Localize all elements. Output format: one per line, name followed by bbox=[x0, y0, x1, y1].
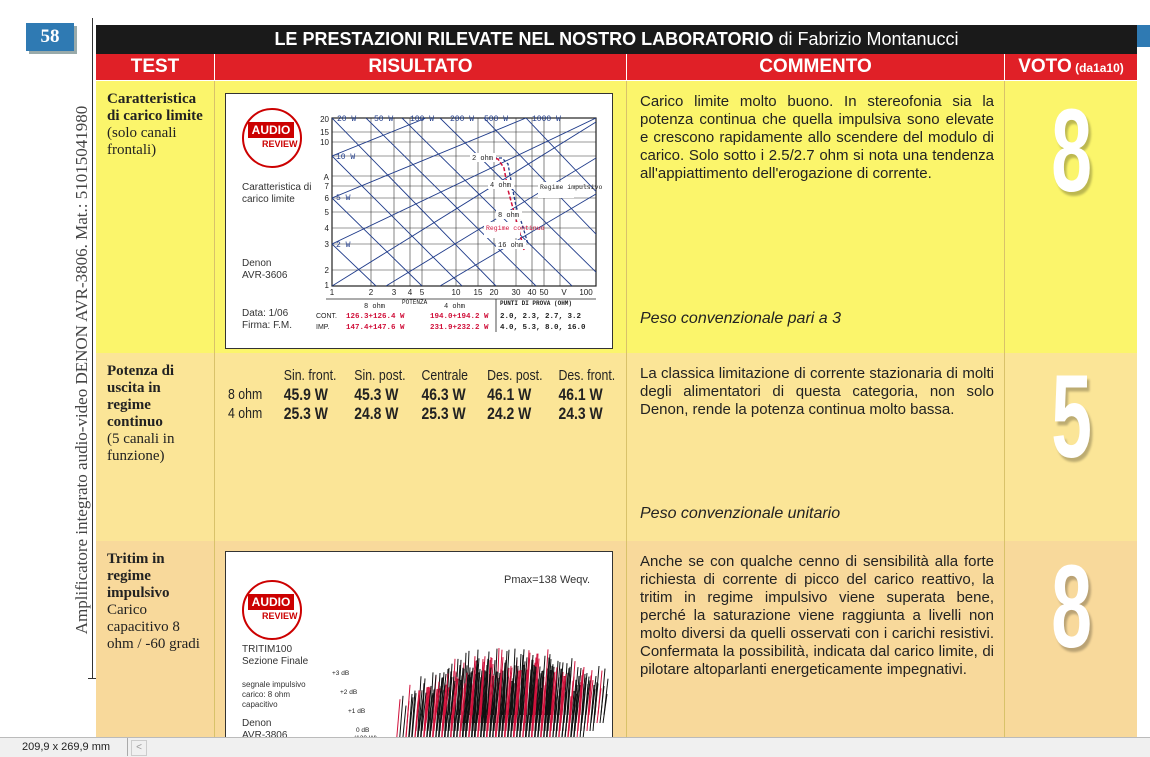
test-subtitle: Carico capacitivo 8 ohm / -60 gradi bbox=[107, 602, 200, 652]
page-title bbox=[96, 25, 1137, 54]
tritim-3d-plot bbox=[226, 552, 612, 737]
vote-cell bbox=[1005, 81, 1137, 353]
graph-date: Data: 1/06 bbox=[242, 308, 289, 319]
imp-points: 4.0, 5.3, 8.0, 16.0 bbox=[500, 324, 586, 332]
tritim-condition: capacitivo bbox=[242, 700, 278, 709]
x-tick: 4 bbox=[407, 288, 413, 297]
vote-cell bbox=[1005, 541, 1137, 737]
sidebar-underline bbox=[88, 678, 96, 679]
graph-device-1: Denon bbox=[242, 718, 272, 729]
y-tick: 7 bbox=[324, 182, 329, 191]
power-value: 46.1 W bbox=[558, 385, 603, 404]
x-tick: 20 bbox=[489, 288, 499, 297]
power-value: 45.3 W bbox=[354, 385, 399, 404]
title-author: di Fabrizio Montanucci bbox=[773, 29, 959, 49]
col-head-result: RISULTATO bbox=[215, 54, 626, 80]
watt-label: 20 W bbox=[337, 115, 357, 124]
x-tick: 30 bbox=[511, 288, 521, 297]
power-col-header: Des. front. bbox=[558, 367, 616, 384]
logo-audio: AUDIO bbox=[248, 122, 294, 138]
pmax-label: Pmax=138 Weqv. bbox=[504, 574, 591, 586]
watt-label: 10 W bbox=[336, 153, 356, 162]
tritim-condition: segnale impulsivo bbox=[242, 680, 306, 689]
sidebar-caption bbox=[64, 60, 100, 680]
power-col-header: Sin. front. bbox=[283, 367, 337, 384]
watt-label: 1000 W bbox=[532, 115, 561, 124]
tritim-title: TRITIM100 bbox=[242, 644, 293, 655]
y-tick: 20 bbox=[320, 115, 329, 124]
x-tick: 10 bbox=[451, 288, 461, 297]
col-divider bbox=[214, 541, 215, 737]
logo-review: REVIEW bbox=[262, 611, 298, 621]
cont-8ohm-value: 126.3+126.4 W bbox=[346, 313, 405, 321]
col-head-vote-label: VOTO bbox=[1018, 56, 1072, 77]
x-tick: 100 bbox=[579, 288, 593, 297]
footer-punti: PUNTI DI PROVA (OHM) bbox=[500, 300, 573, 307]
graph-device-1: Denon bbox=[242, 258, 272, 269]
row-potenza-continua bbox=[96, 353, 1137, 541]
tritim-subtitle: Sezione Finale bbox=[242, 656, 309, 667]
y-tick: 15 bbox=[320, 128, 329, 137]
test-name: Caratteristica di carico limite bbox=[107, 91, 203, 124]
regime-continuo-label: Regime continuo bbox=[486, 225, 545, 232]
logo-review: REVIEW bbox=[262, 139, 298, 149]
spectrum-line bbox=[604, 679, 608, 715]
cont-points: 2.0, 2.3, 2.7, 3.2 bbox=[500, 313, 582, 321]
imp-label: IMP. bbox=[316, 324, 330, 331]
vote-value: 8 bbox=[1051, 85, 1091, 217]
x-tick: V bbox=[561, 288, 567, 297]
watt-label: 5 W bbox=[336, 194, 351, 203]
power-value: 46.3 W bbox=[421, 385, 466, 404]
ohm-label: 2 ohm bbox=[472, 155, 494, 163]
graph-signature: Firma: F.M. bbox=[242, 320, 292, 331]
sidebar-text: Amplificatore integrato audio-video DENON AVR-3806. Mat.: 51015041980 bbox=[72, 105, 91, 635]
tritim-condition: carico: 8 ohm bbox=[242, 690, 291, 699]
watt-label: 50 W bbox=[374, 115, 394, 124]
imp-4ohm-value: 231.9+232.2 W bbox=[430, 324, 489, 332]
spectrum-line bbox=[402, 706, 406, 737]
graph-device-2: AVR-3806 bbox=[242, 730, 288, 737]
page-size-indicator[interactable]: 209,9 x 269,9 mm bbox=[0, 738, 128, 756]
power-row-label: 8 ohm bbox=[228, 386, 263, 403]
test-name: Potenza di uscita in regime continuo bbox=[107, 363, 175, 430]
ohm-label: 16 ohm bbox=[498, 242, 524, 250]
x-tick: 3 bbox=[391, 288, 397, 297]
cont-4ohm-value: 194.0+194.2 W bbox=[430, 313, 489, 321]
x-tick: 5 bbox=[419, 288, 425, 297]
power-value: 25.3 W bbox=[283, 404, 328, 423]
db-label: +2 dB bbox=[340, 689, 358, 696]
y-tick: 6 bbox=[324, 194, 329, 203]
test-subtitle: (solo canali frontali) bbox=[107, 125, 177, 158]
x-tick: 15 bbox=[473, 288, 483, 297]
power-table bbox=[228, 367, 622, 427]
cont-label: CONT. bbox=[316, 313, 337, 320]
power-value: 45.9 W bbox=[283, 385, 328, 404]
y-tick: 2 bbox=[324, 266, 329, 275]
peso-note: Peso convenzionale unitario bbox=[640, 505, 841, 522]
x-tick: 50 bbox=[539, 288, 549, 297]
col-head-vote-sub: (da1a10) bbox=[1071, 61, 1124, 75]
ohm-label: 8 ohm bbox=[498, 212, 520, 220]
x-tick: 2 bbox=[368, 288, 374, 297]
row-tritim bbox=[96, 541, 1137, 737]
imp-8ohm-value: 147.4+147.6 W bbox=[346, 324, 405, 332]
footer-potenza: POTENZA bbox=[402, 299, 428, 306]
test-cell bbox=[96, 353, 214, 541]
test-subtitle: (5 canali in funzione) bbox=[107, 431, 175, 464]
db-label: 0 dB bbox=[356, 727, 370, 734]
power-row-label: 4 ohm bbox=[228, 405, 263, 422]
db-label: +1 dB bbox=[348, 708, 366, 715]
vote-value: 5 bbox=[1051, 351, 1091, 483]
col-divider bbox=[214, 81, 215, 353]
col-divider bbox=[214, 353, 215, 541]
col-head-test: TEST bbox=[96, 54, 214, 80]
col-head-comment: COMMENTO bbox=[627, 54, 1004, 80]
blue-tab bbox=[1137, 25, 1150, 47]
test-name: Tritim in regime impulsivo bbox=[107, 551, 170, 601]
test-cell bbox=[96, 541, 214, 737]
status-bar bbox=[0, 737, 1150, 757]
x-tick: 1 bbox=[329, 288, 335, 297]
scroll-left-button[interactable]: < bbox=[131, 740, 147, 756]
sidebar-rule bbox=[92, 18, 93, 678]
y-tick: 1 bbox=[324, 281, 329, 290]
power-value: 25.3 W bbox=[421, 404, 466, 423]
row-carico-limite bbox=[96, 81, 1137, 353]
watt-label: 200 W bbox=[450, 115, 475, 124]
power-value: 46.1 W bbox=[487, 385, 532, 404]
comment-cell: Carico limite molto buono. In stereofonia sia la potenza continua che quella impulsiva sono elevate e crescono rapidamente allo scendere del modulo di carico. Solo sotto i 2.5/2.7 ohm si nota una tendenza all'appiattimento dell'erogazione di corrente. bbox=[640, 93, 994, 182]
y-tick: 10 bbox=[320, 138, 329, 147]
regime-impulsivo-label: Regime impulsivo bbox=[540, 184, 603, 191]
tritim-graph bbox=[225, 551, 613, 737]
logo-audio: AUDIO bbox=[248, 594, 294, 610]
ohm-label: 4 ohm bbox=[490, 182, 512, 190]
power-value: 24.2 W bbox=[487, 404, 532, 423]
title-bold: LE PRESTAZIONI RILEVATE NEL NOSTRO LABORATORIO bbox=[274, 29, 774, 49]
power-col-header: Sin. post. bbox=[354, 367, 406, 384]
spectrum-line bbox=[396, 699, 400, 737]
comment-cell: La classica limitazione di corrente stazionaria di molti degli alimentatori di questa categoria, non solo Denon, rende la potenza continua molto bassa. bbox=[640, 365, 994, 418]
comment-cell: Anche se con qualche cenno di sensibilità alla forte richiesta di corrente di picco del carico reattivo, la tritim in regime impulsivo viene superata bene, perché la saturazione viene raggiunta a livelli non molto diversi da quelli osservati con i carichi resistivi. Confermata la possibilità, indicata dal carico limite, di pilotare altoparlanti energeticamente impegnativi. bbox=[640, 553, 994, 678]
db-label: +3 dB bbox=[332, 670, 350, 677]
footer-4ohm: 4 ohm bbox=[444, 303, 466, 311]
power-col-header: Centrale bbox=[421, 367, 469, 384]
x-tick: 40 bbox=[527, 288, 537, 297]
y-tick: A bbox=[323, 173, 329, 182]
load-limit-graph bbox=[225, 93, 613, 349]
graph-device-2: AVR-3606 bbox=[242, 270, 288, 281]
test-cell bbox=[96, 81, 214, 353]
watt-label: 2 W bbox=[336, 241, 351, 250]
footer-8ohm: 8 ohm bbox=[364, 303, 386, 311]
page-number: 58 bbox=[26, 23, 74, 51]
power-value: 24.8 W bbox=[354, 404, 399, 423]
watt-label: 100 W bbox=[410, 115, 435, 124]
power-value: 24.3 W bbox=[558, 404, 603, 423]
graph-caption: Caratteristica di carico limite bbox=[242, 182, 312, 205]
power-col-header: Des. post. bbox=[487, 367, 543, 384]
watt-label: 500 W bbox=[484, 115, 509, 124]
peso-note: Peso convenzionale pari a 3 bbox=[640, 310, 842, 327]
vote-cell bbox=[1005, 353, 1137, 541]
col-head-vote bbox=[1005, 54, 1137, 80]
y-tick: 4 bbox=[324, 224, 329, 233]
y-tick: 3 bbox=[324, 240, 329, 249]
y-tick: 5 bbox=[324, 208, 329, 217]
load-limit-plot bbox=[226, 94, 612, 348]
vote-value: 8 bbox=[1051, 541, 1091, 673]
